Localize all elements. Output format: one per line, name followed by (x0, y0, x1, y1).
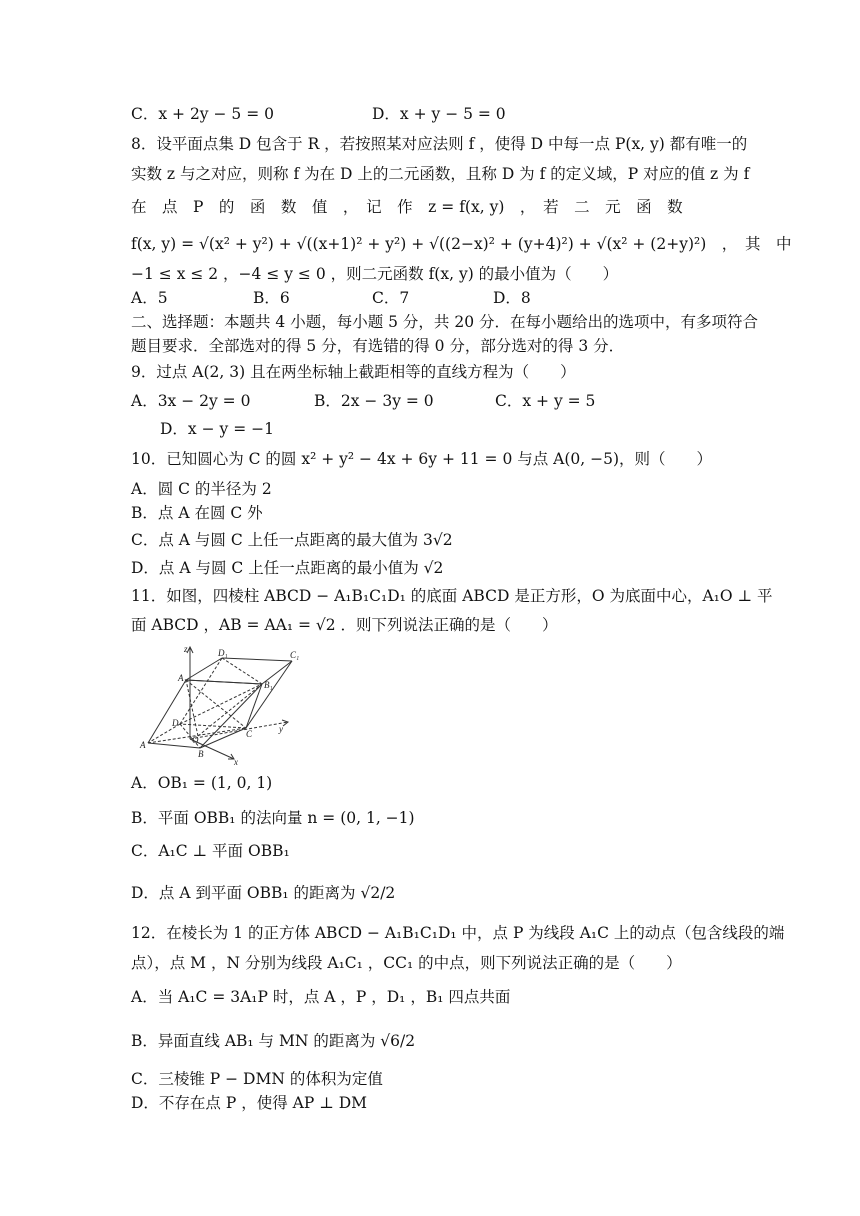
q12-option-b: B．异面直线 AB₁ 与 MN 的距离为 √6/2 (131, 1032, 416, 1050)
q10-option-c: C．点 A 与圆 C 上任一点距离的最大值为 3√2 (131, 531, 453, 549)
label-b1: B₁ (264, 680, 273, 690)
label-x: x (234, 757, 238, 766)
q7-option-c: C．x + 2y − 5 = 0 (131, 105, 274, 123)
q9-option-a: A．3x − 2y = 0 (131, 392, 251, 410)
q9-option-d: D．x − y = −1 (160, 420, 274, 438)
q10-option-b: B．点 A 在圆 C 外 (131, 504, 263, 522)
section2-line-2: 题目要求．全部选对的得 5 分，有选错的得 0 分，部分选对的得 3 分． (131, 337, 625, 355)
label-a1: A₁ (178, 673, 187, 683)
q12-option-a: A．当 A₁C = 3A₁P 时，点 A ，P ，D₁ ，B₁ 四点共面 (131, 988, 511, 1006)
q12-option-c: C．三棱锥 P − DMN 的体积为定值 (131, 1070, 383, 1088)
q11-line-1: 11．如图，四棱柱 ABCD − A₁B₁C₁D₁ 的底面 ABCD 是正方形，O 为底面中心，A₁O ⊥ 平 (131, 587, 773, 605)
q11-option-b: B．平面 OBB₁ 的法向量 n = (0, 1, −1) (131, 809, 415, 827)
q11-line-2: 面 ABCD ，AB = AA₁ = √2 ．则下列说法正确的是（ ） (131, 616, 558, 634)
q9-option-c: C．x + y = 5 (495, 392, 596, 410)
q8-option-a: A．5 (131, 289, 168, 307)
label-z: z (184, 644, 188, 654)
q12-line-2: 点），点 M ，N 分别为线段 A₁C₁ ，CC₁ 的中点，则下列说法正确的是（ ） (131, 954, 682, 972)
q7-option-d: D．x + y − 5 = 0 (372, 105, 506, 123)
q8-option-d: D．8 (493, 289, 531, 307)
label-c1: C₁ (290, 650, 300, 660)
edge-aa1 (148, 680, 186, 743)
q10-option-a: A．圆 C 的半径为 2 (131, 480, 272, 498)
label-b: B (198, 749, 204, 759)
q8-option-c: C．7 (372, 289, 410, 307)
label-o: O (192, 735, 199, 745)
label-d1: D₁ (218, 648, 228, 658)
q8-line-1: 8．设平面点集 D 包含于 R ，若按照某对应法则 f ，使得 D 中每一点 P(x, y) 都有唯一的 (131, 135, 748, 153)
q11-option-d: D．点 A 到平面 OBB₁ 的距离为 √2/2 (131, 884, 396, 902)
q11-option-a: A．OB₁ = (1, 0, 1) (131, 774, 273, 792)
q10-stem: 10．已知圆心为 C 的圆 x² + y² − 4x + 6y + 11 = 0 与点 A(0, −5)，则（ ） (131, 450, 713, 468)
edge-bc (200, 728, 246, 748)
q8-line-4: f(x, y) = √(x² + y²) + √((x+1)² + y²) + √((2−x)² + (y+4)²) + √(x² + (2+y)²) ， 其 中 (131, 235, 792, 253)
q9-option-b: B．2x − 3y = 0 (314, 392, 434, 410)
q9-stem: 9．过点 A(2, 3) 且在两坐标轴上截距相等的直线方程为（ ） (131, 363, 576, 381)
edge-cc1 (246, 661, 292, 728)
q11-option-c: C．A₁C ⊥ 平面 OBB₁ (131, 842, 290, 860)
q8-line-3: 在 点 P 的 函 数 值 ， 记 作 z = f(x, y) ， 若 二 元 函 数 (131, 198, 683, 216)
q12-line-1: 12．在棱长为 1 的正方体 ABCD − A₁B₁C₁D₁ 中，点 P 为线段 A₁C 上的动点（包含线段的端 (131, 924, 785, 942)
q10-option-d: D．点 A 与圆 C 上任一点距离的最小值为 √2 (131, 559, 444, 577)
prism-figure (138, 644, 303, 766)
label-d: D (172, 718, 179, 728)
label-c: C (246, 729, 253, 739)
q8-line-2: 实数 z 与之对应，则称 f 为在 D 上的二元函数，且称 D 为 f 的定义域，P 对应的值 z 为 f (131, 165, 750, 183)
label-y: y (279, 724, 283, 734)
edge-c1d1 (222, 658, 292, 661)
edge-d1a1 (186, 658, 222, 680)
label-a: A (140, 740, 146, 750)
q8-option-b: B．6 (253, 289, 290, 307)
section2-line-1: 二、选择题：本题共 4 小题，每小题 5 分，共 20 分．在每小题给出的选项中，有多项符合 (131, 313, 759, 331)
q8-line-5: −1 ≤ x ≤ 2 ，−4 ≤ y ≤ 0 ，则二元函数 f(x, y) 的最小值为（ ） (131, 265, 619, 283)
q12-option-d: D．不存在点 P ，使得 AP ⊥ DM (131, 1094, 367, 1112)
edge-dd1 (180, 658, 222, 724)
